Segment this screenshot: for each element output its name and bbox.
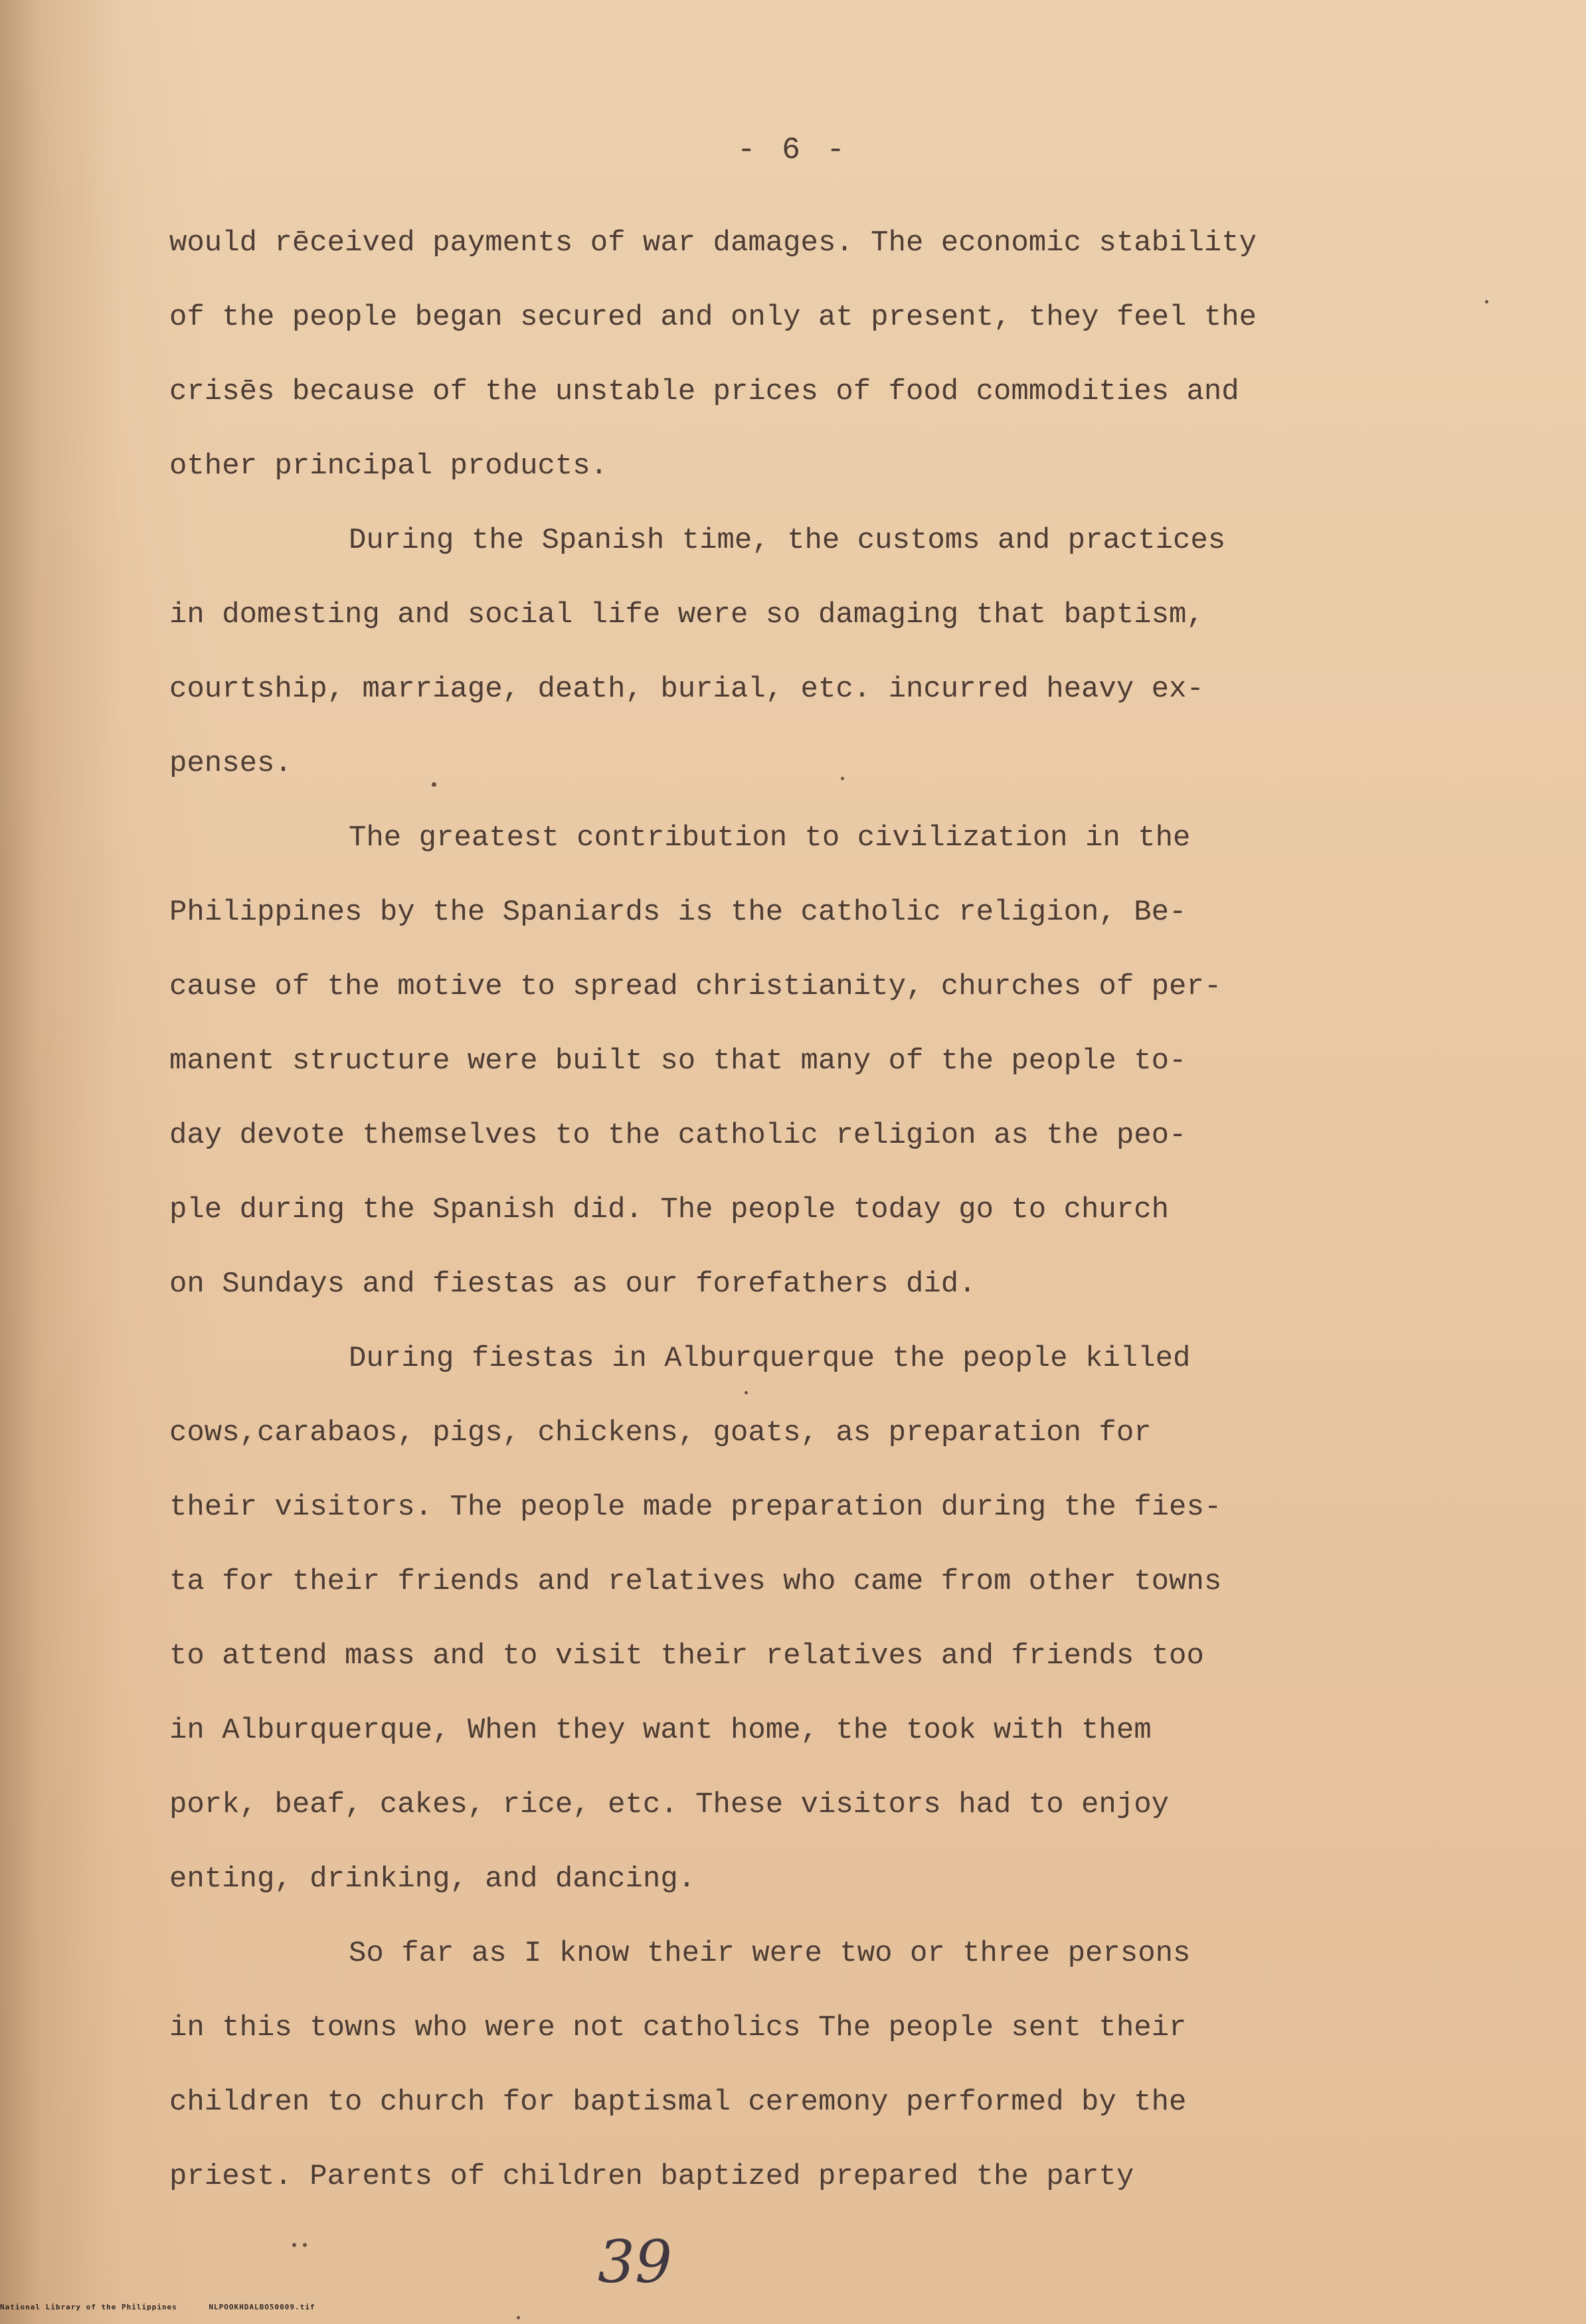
text-line: their visitors. The people made preparation during the fies- <box>169 1491 1222 1524</box>
paragraph <box>169 206 1405 503</box>
text-line: crisēs because of the unstable prices of food commodities and <box>169 375 1239 408</box>
body-text <box>169 206 1405 2214</box>
text-line: So far as I know their were two or three persons <box>349 1937 1191 1970</box>
text-line: cows,carabaos, pigs, chickens, goats, as preparation for <box>169 1416 1152 1450</box>
handwritten-folio-number: 39 <box>598 2228 672 2296</box>
text-line: pork, beaf, cakes, rice, etc. These visitors had to enjoy <box>169 1788 1170 1821</box>
text-line: Philippines by the Spaniards is the catholic religion, Be- <box>169 896 1187 929</box>
page-number: - 6 - <box>737 133 849 167</box>
text-line: on Sundays and fiestas as our forefathers did. <box>169 1268 976 1301</box>
paragraph <box>169 801 1405 1321</box>
text-line: enting, drinking, and dancing. <box>169 1863 696 1896</box>
paper-speck <box>432 782 436 787</box>
text-line: ple during the Spanish did. The people today go to church <box>169 1193 1170 1226</box>
text-line: of the people began secured and only at present, they feel the <box>169 301 1257 334</box>
paragraph <box>169 503 1405 801</box>
paper-speck <box>841 777 844 780</box>
text-line: manent structure were built so that many of the people to- <box>169 1044 1187 1078</box>
text-line: to attend mass and to visit their relatives and friends too <box>169 1639 1204 1673</box>
text-line: cause of the motive to spread christianity, churches of per- <box>169 970 1222 1003</box>
paper-speck <box>303 2243 307 2247</box>
text-line: children to church for baptismal ceremony performed by the <box>169 2086 1187 2119</box>
scan-filename: NLPOOKHDALBO50009.tif <box>209 2303 315 2311</box>
paper-speck <box>745 1391 748 1394</box>
text-line: in domesting and social life were so damaging that baptism, <box>169 598 1204 631</box>
paper-speck <box>1485 300 1488 303</box>
paper-speck <box>517 2316 520 2319</box>
archive-footer <box>0 2303 315 2311</box>
text-line: ta for their friends and relatives who came from other towns <box>169 1565 1222 1598</box>
text-line: in Alburquerque, When they want home, the took with them <box>169 1714 1152 1747</box>
text-line: The greatest contribution to civilization in the <box>349 821 1191 855</box>
text-line: in this towns who were not catholics The people sent their <box>169 2011 1187 2044</box>
text-line: other principal products. <box>169 450 608 483</box>
paper-speck <box>292 2243 296 2247</box>
text-line: day devote themselves to the catholic religion as the peo- <box>169 1119 1187 1152</box>
text-line: penses. <box>169 747 292 780</box>
text-line: During fiestas in Alburquerque the people killed <box>349 1342 1191 1375</box>
paragraph <box>169 1916 1405 2214</box>
library-credit: National Library of the Philippines <box>0 2303 177 2311</box>
paragraph <box>169 1321 1405 1916</box>
text-line: priest. Parents of children baptized prepared the party <box>169 2160 1134 2193</box>
text-line: courtship, marriage, death, burial, etc. incurred heavy ex- <box>169 673 1204 706</box>
text-line: During the Spanish time, the customs and practices <box>349 524 1226 557</box>
text-line: would rēceived payments of war damages. The economic stability <box>169 226 1257 260</box>
